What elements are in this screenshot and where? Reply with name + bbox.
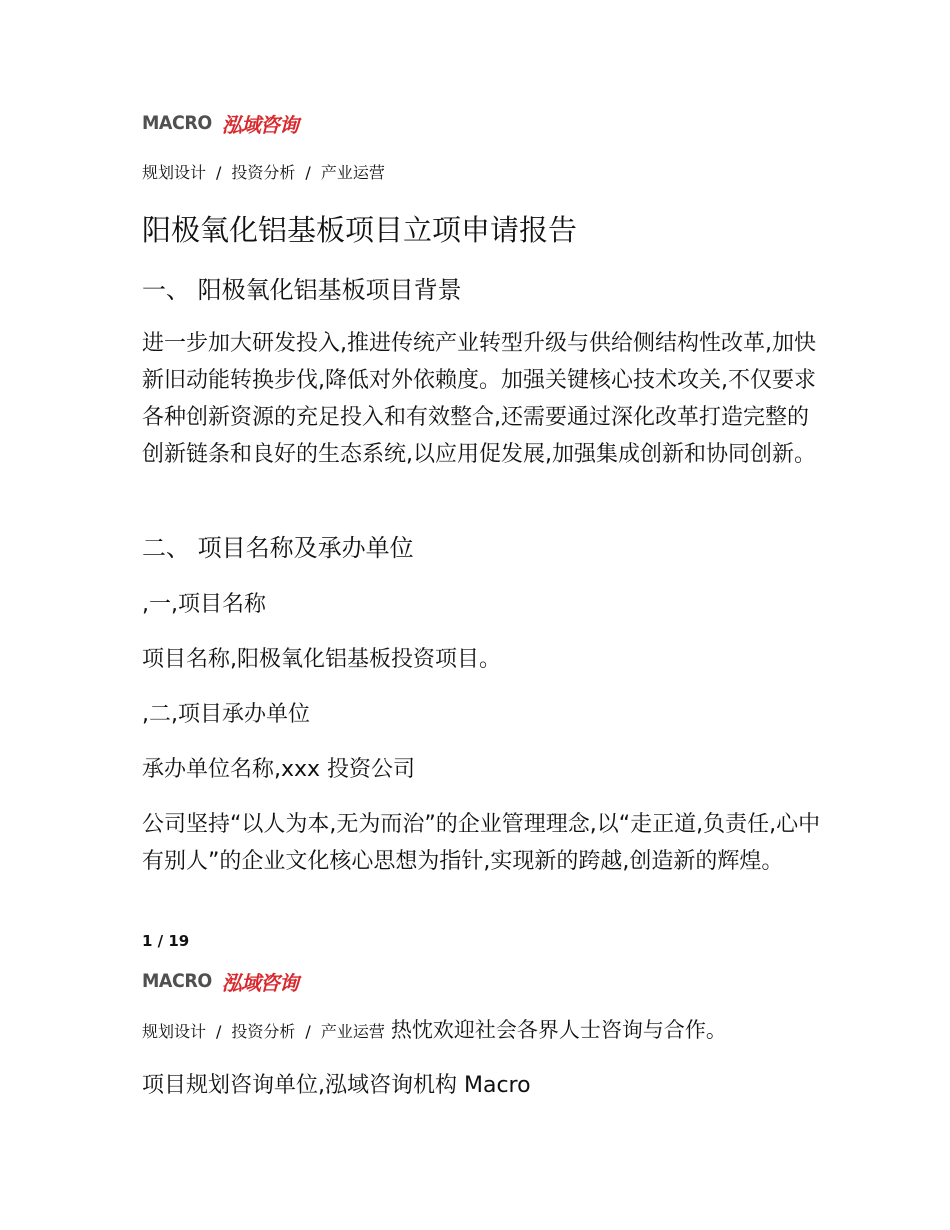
document-title: 阳极氧化铝基板项目立项申请报告 [142,213,578,247]
breadcrumb-separator: / [305,163,311,182]
company-philosophy-paragraph: 公司坚持“以人为本,无为而治”的企业管理理念,以“走正道,负责任,心中有别人”的企业文化核心思想为指针,实现新的跨越,创造新的辉煌。 [142,812,821,874]
company-logo [142,968,298,994]
breadcrumb-separator: / [305,1022,311,1041]
subheading-project-unit: ,二,项目承办单位 [142,702,310,727]
breadcrumb-item-operation: 产业运营 [320,1022,385,1041]
page-number: 1 / 19 [142,932,190,950]
breadcrumb-item-investment: 投资分析 [231,1022,296,1041]
breadcrumb-separator: / [216,163,222,182]
breadcrumb-item-operation: 产业运营 [320,163,385,182]
breadcrumb-item-investment: 投资分析 [231,163,296,182]
project-name-text: 项目名称,阳极氧化铝基板投资项目。 [142,647,501,672]
breadcrumb [142,1019,385,1042]
breadcrumb-item-planning: 规划设计 [142,1022,207,1041]
logo-latin-text: MACRO [142,112,212,134]
breadcrumb-item-planning: 规划设计 [142,163,207,182]
section-heading-name-and-unit: 二、 项目名称及承办单位 [142,534,414,562]
logo-latin-text: MACRO [142,970,212,992]
logo-cn-text: 泓域咨询 [221,970,298,995]
section-heading-background: 一、 阳极氧化铝基板项目背景 [142,276,462,304]
subheading-project-name: ,一,项目名称 [142,592,266,617]
project-unit-text: 承办单位名称,xxx 投资公司 [142,757,416,782]
page2-header-line [142,1014,727,1044]
breadcrumb-separator: / [216,1022,222,1041]
consulting-unit-text: 项目规划咨询单位,泓域咨询机构 Macro [142,1073,531,1098]
background-paragraph: 进一步加大研发投入,推进传统产业转型升级与供给侧结构性改革,加快新旧动能转换步伐,降低对外依赖度。加强关键核心技术攻关,不仅要求各种创新资源的充足投入和有效整合,还需要通过深化改革打造完整的创新链条和良好的生态系统,以应用促发展,加强集成创新和协同创新。 [142,331,816,467]
welcome-text: 热忱欢迎社会各界人士咨询与合作。 [390,1018,727,1042]
company-logo [142,110,298,136]
logo-cn-text: 泓域咨询 [221,112,298,137]
breadcrumb [142,160,385,183]
